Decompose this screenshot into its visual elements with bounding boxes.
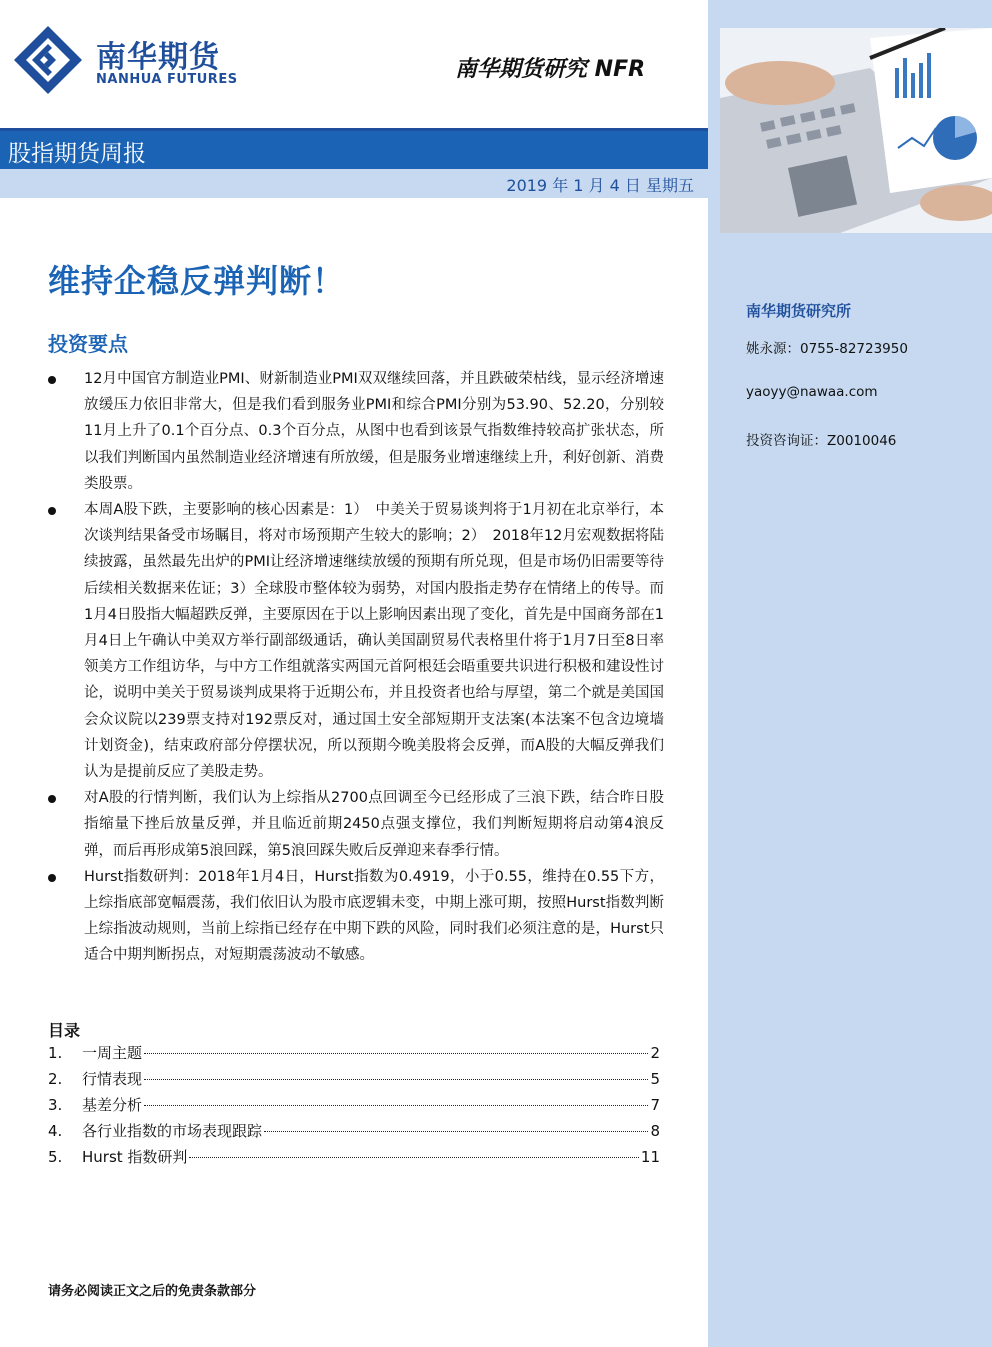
toc-number: 1. bbox=[48, 1044, 63, 1062]
toc-page: 5 bbox=[650, 1070, 660, 1088]
laptop-chart-illustration bbox=[720, 28, 992, 233]
toc-page: 7 bbox=[650, 1096, 660, 1114]
bullet-icon bbox=[48, 507, 56, 515]
toc-label: 基差分析 bbox=[82, 1096, 143, 1114]
research-brand: 南华期货研究 NFR bbox=[455, 57, 646, 82]
report-type-banner bbox=[0, 131, 708, 169]
analyst-contact: 姚永源：0755-82723950 bbox=[746, 341, 908, 357]
key-point-item bbox=[44, 497, 664, 785]
toc-entry[interactable] bbox=[48, 1042, 660, 1068]
toc-entry[interactable] bbox=[48, 1120, 660, 1146]
company-logo bbox=[12, 24, 252, 94]
key-point-text: Hurst指数研判：2018年1月4日，Hurst指数为0.4919，小于0.55，维持在0.55下方，上综指底部宽幅震荡，我们依旧认为股市底逻辑未变，中期上涨可期，按照Hurst指数判断上综指波动规则，当前上综指已经存在中期下跌的风险，同时我们必须注意的是，Hurst只适合中期判断拐点，对短期震荡波动不敏感。 bbox=[84, 868, 664, 964]
report-type: 股指期货周报 bbox=[8, 141, 146, 167]
report-headline: 维持企稳反弹判断！ bbox=[48, 262, 346, 300]
toc-leader bbox=[144, 1105, 648, 1106]
bullet-icon bbox=[48, 795, 56, 803]
disclaimer-note: 请务必阅读正文之后的免责条款部分 bbox=[48, 1284, 257, 1299]
license-number: 投资咨询证：Z0010046 bbox=[746, 433, 897, 449]
toc-leader bbox=[144, 1053, 648, 1054]
report-date: 2019 年 1 月 4 日 星期五 bbox=[506, 176, 694, 195]
toc-label: Hurst 指数研判 bbox=[82, 1148, 188, 1166]
toc-title: 目录 bbox=[48, 1021, 81, 1040]
toc-entry[interactable] bbox=[48, 1094, 660, 1120]
key-point-item bbox=[44, 785, 664, 864]
logo-chinese-name: 南华期货 bbox=[96, 40, 220, 75]
key-points-list bbox=[44, 366, 664, 969]
toc-number: 5. bbox=[48, 1148, 63, 1166]
toc-number: 2. bbox=[48, 1070, 63, 1088]
institute-name: 南华期货研究所 bbox=[746, 302, 852, 320]
toc-number: 3. bbox=[48, 1096, 63, 1114]
toc-label: 各行业指数的市场表现跟踪 bbox=[82, 1122, 263, 1140]
toc-page: 2 bbox=[650, 1044, 660, 1062]
key-point-text: 12月中国官方制造业PMI、财新制造业PMI双双继续回落，并且跌破荣枯线，显示经济增速放缓压力依旧非常大，但是我们看到服务业PMI和综合PMI分别为53.90、52.20，分别较11月上升了0.1个百分点、0.3个百分点，从图中也看到该景气指数维持较高扩张状态，所以我们判断国内虽然制造业经济增速有所放缓，但是服务业增速继续上升，利好创新、消费类股票。 bbox=[84, 371, 664, 492]
toc-leader bbox=[144, 1079, 648, 1080]
toc-page: 11 bbox=[640, 1148, 660, 1166]
table-of-contents bbox=[48, 1042, 660, 1172]
toc-number: 4. bbox=[48, 1122, 63, 1140]
toc-entry[interactable] bbox=[48, 1068, 660, 1094]
toc-label: 行情表现 bbox=[82, 1070, 143, 1088]
toc-entry[interactable] bbox=[48, 1146, 660, 1172]
key-point-item bbox=[44, 864, 664, 969]
key-point-text: 对A股的行情判断，我们认为上综指从2700点回调至今已经形成了三浪下跌，结合昨日股指缩量下挫后放量反弹，并且临近前期2450点强支撑位，我们判断短期将启动第4浪反弹，而后再形成第5浪回踩，第5浪回踩失败后反弹迎来春季行情。 bbox=[84, 790, 664, 859]
logo-english-name: NANHUA FUTURES bbox=[96, 72, 238, 87]
nanhua-logo-icon bbox=[12, 24, 84, 96]
toc-page: 8 bbox=[650, 1122, 660, 1140]
toc-leader bbox=[264, 1131, 648, 1132]
date-band bbox=[0, 169, 708, 198]
toc-leader bbox=[189, 1157, 638, 1158]
cover-photo bbox=[720, 28, 992, 233]
bullet-icon bbox=[48, 376, 56, 384]
key-point-text: 本周A股下跌，主要影响的核心因素是：1） 中美关于贸易谈判将于1月初在北京举行，本次谈判结果备受市场瞩目，将对市场预期产生较大的影响；2） 2018年12月宏观数据将陆续披露，虽然最先出炉的PMI让经济增速继续放缓的预期有所兑现，但是市场仍旧需要等待后续相关数据来佐证；3）全球股市整体较为弱势，对国内股指走势存在情绪上的传导。而1月4日股指大幅超跌反弹，主要原因在于以上影响因素出现了变化，首先是中国商务部在1月4日上午确认中美双方举行副部级通话，确认美国副贸易代表格里什将于1月7日至8日率领美方工作组访华，与中方工作组就落实两国元首阿根廷会晤重要共识进行积极和建设性讨论，说明中美关于贸易谈判成果将于近期公布，并且投资者也给与厚望，第二个就是美国国会众议院以239票支持对192票反对，通过国土安全部短期开支法案(本法案不包含边境墙计划资金)，结束政府部分停摆状况，所以预期今晚美股将会反弹，而A股的大幅反弹我们认为是提前反应了美股走势。 bbox=[84, 502, 664, 781]
bullet-icon bbox=[48, 874, 56, 882]
toc-label: 一周主题 bbox=[82, 1044, 143, 1062]
analyst-email[interactable]: yaoyy@nawaa.com bbox=[746, 384, 878, 400]
key-points-heading: 投资要点 bbox=[48, 332, 128, 356]
key-point-item bbox=[44, 366, 664, 497]
